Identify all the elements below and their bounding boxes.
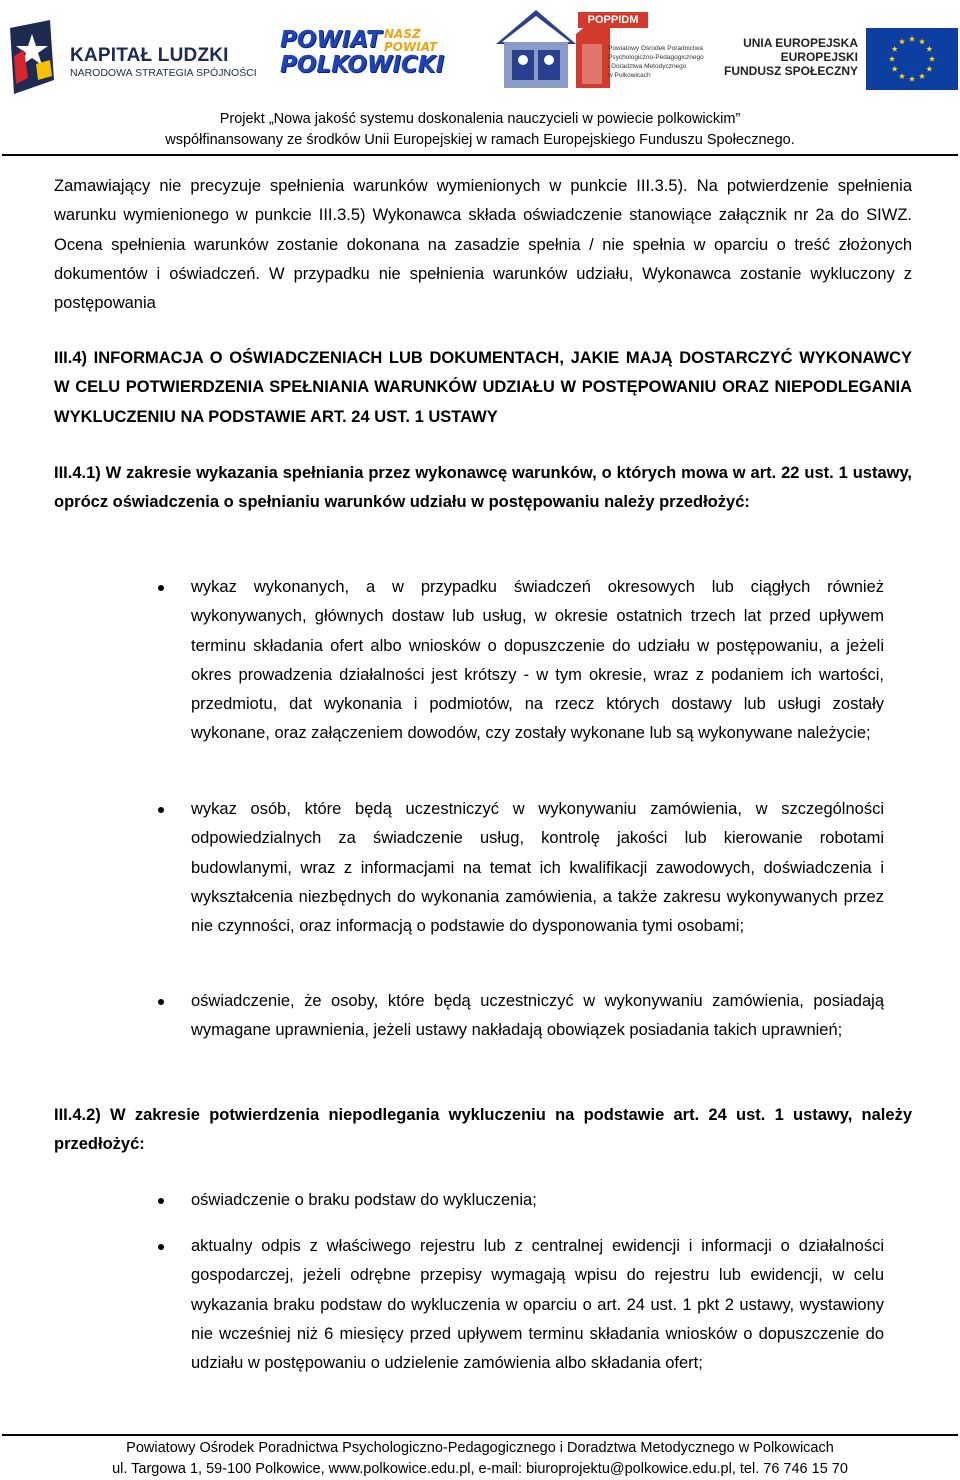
section-heading-iii4: III.4) INFORMACJA O OŚWIADCZENIACH LUB DOKUMENTACH, JAKIE MAJĄ DOSTARCZYĆ WYKONAWCY W CELU POTWIERDZENIA SPEŁNIANIA WARUNKÓW UDZIAŁU W POSTĘPOWANIU ORAZ NIEPODLEGANIA WYKLUCZENIU NA PODSTAWIE ART. 24 UST. 1 USTAWY: [54, 349, 912, 426]
kapital-ludzki-star-icon: [10, 20, 54, 94]
poppidm-line: Powiatowy Ośrodek Poradnictwa: [608, 45, 704, 52]
list-item-text: wykaz osób, które będą uczestniczyć w wykonywaniu zamówienia, w szczególności odpowiedzialnych za świadczenie usług, kontrolę jakości lub kierowanie robotami budowlanymi, wraz z informacjami na temat ich kwalifikacji zawodowych, doświadczenia i wykształcenia niezbędnych do wykonania zamówienia, a także zakresu wykonywanych przez nie czynności, oraz informacją o podstawie do dysponowania tymi osobami;: [191, 800, 884, 936]
section-heading-iii42: III.4.2) W zakresie potwierdzenia niepodlegania wykluczeniu na podstawie art. 24 ust. 1 ustawy, należy przedłożyć:: [54, 1106, 912, 1154]
bullet-icon: [158, 585, 164, 591]
poppidm-description: [608, 44, 704, 80]
footer-line2: ul. Targowa 1, 59-100 Polkowice, www.polkowice.edu.pl, e-mail: biuroprojektu@polkowice.edu.pl, tel. 76 746 15 70: [112, 1461, 848, 1477]
list-item-text: oświadczenie o braku podstaw do wykluczenia;: [191, 1191, 537, 1209]
kapital-ludzki-logo: [0, 0, 260, 100]
footer-line1: Powiatowy Ośrodek Poradnictwa Psychologiczno-Pedagogicznego i Doradztwa Metodycznego w Polkowicach: [126, 1440, 834, 1456]
list-item-text: wykaz wykonanych, a w przypadku świadczeń okresowych lub ciągłych również wykonywanych, głównych dostaw lub usług, w okresie ostatnich trzech lat przed upływem terminu składania ofert albo wniosków o dopuszczenie do udziału w postępowaniu, a jeżeli okres prowadzenia działalności jest krótszy - w tym okresie, wraz z podaniem ich wartości, przedmiotu, dat wykonania i podmiotów, na rzecz których dostawy lub usługi zostały wykonane, oraz załączeniem dowodów, czy zostały wykonane lub są wykonywane należycie;: [191, 578, 884, 743]
poppidm-label: POPPIDM: [578, 12, 648, 28]
kapital-ludzki-subtitle: NARODOWA STRATEGIA SPÓJNOŚCI: [70, 67, 257, 79]
ue-text: [722, 36, 858, 78]
poppidm-logo: [490, 4, 704, 94]
ue-line3: FUNDUSZ SPOŁECZNY: [723, 64, 858, 78]
project-line2: współfinansowany ze środków Unii Europejskiej w ramach Europejskiego Funduszu Społecznego.: [165, 132, 795, 148]
eu-flag-icon: [866, 28, 958, 90]
bullet-icon: [158, 807, 164, 813]
bullet-icon: [158, 999, 164, 1005]
header-divider: [2, 154, 958, 156]
powiat-word: POWIAT: [280, 27, 382, 53]
ue-line2: EUROPEJSKI: [780, 50, 858, 64]
powiat-polkowicki-logo: [280, 27, 445, 84]
intro-paragraph: Zamawiający nie precyzuje spełnienia warunków wymienionych w punkcie III.3.5). Na potwierdzenie spełnienia warunku wymienionego w punkcie III.3.5) Wykonawca składa oświadczenie stanowiące załącznik nr 2a do SIWZ. Ocena spełnienia warunków zostanie dokonana na zasadzie spełnia / nie spełnia w oparciu o treść złożonych dokumentów i oświadczeń. W przypadku nie spełnienia warunków udziału, Wykonawca zostanie wykluczony z postępowania: [54, 177, 912, 313]
project-info: [0, 109, 960, 151]
bullet-icon: [158, 1244, 164, 1250]
bullet-icon: [158, 1198, 164, 1204]
header-logos: [0, 0, 960, 108]
footer: [0, 1438, 960, 1480]
nasz-word: NASZ: [384, 27, 421, 41]
polkowicki-word: POLKOWICKI: [280, 52, 445, 78]
poppidm-line: w Polkowicach: [608, 72, 651, 79]
list-item-text: aktualny odpis z właściwego rejestru lub z centralnej ewidencji i informacji o działalności gospodarczej, jeżeli odrębne przepisy wymagają wpisu do rejestru lub ewidencji, w celu wykazania braku podstaw do wykluczenia w oparciu o art. 24 ust. 1 pkt 2 ustawy, wystawiony nie wcześniej niż 6 miesięcy przed upływem terminu składania wniosków o dopuszczenie do udziału w postępowaniu o udzielenie zamówienia albo składania ofert;: [191, 1237, 884, 1373]
nasz-powiat-word: POWIAT: [384, 40, 438, 54]
poppidm-line: Psychologiczno-Pedagogicznego: [608, 54, 704, 61]
list-item-text: oświadczenie, że osoby, które będą uczestniczyć w wykonywaniu zamówienia, posiadają wymagane uprawnienia, jeżeli ustawy nakładają obowiązek posiadania takich uprawnień;: [191, 992, 884, 1040]
ue-line1: UNIA EUROPEJSKA: [743, 36, 858, 50]
project-line1: Projekt „Nowa jakość systemu doskonalenia nauczycieli w powiecie polkowickim”: [219, 111, 741, 127]
nasz-powiat-tag: [384, 28, 437, 54]
section-heading-iii41: III.4.1) W zakresie wykazania spełniania przez wykonawcę warunków, o których mowa w art. 22 ust. 1 ustawy, oprócz oświadczenia o spełnianiu warunków udziału w postępowaniu należy przedłożyć:: [54, 464, 912, 512]
kapital-ludzki-title: KAPITAŁ LUDZKI: [70, 45, 229, 66]
poppidm-line: i Doradztwa Metodycznego: [608, 63, 687, 70]
footer-divider: [2, 1434, 958, 1436]
